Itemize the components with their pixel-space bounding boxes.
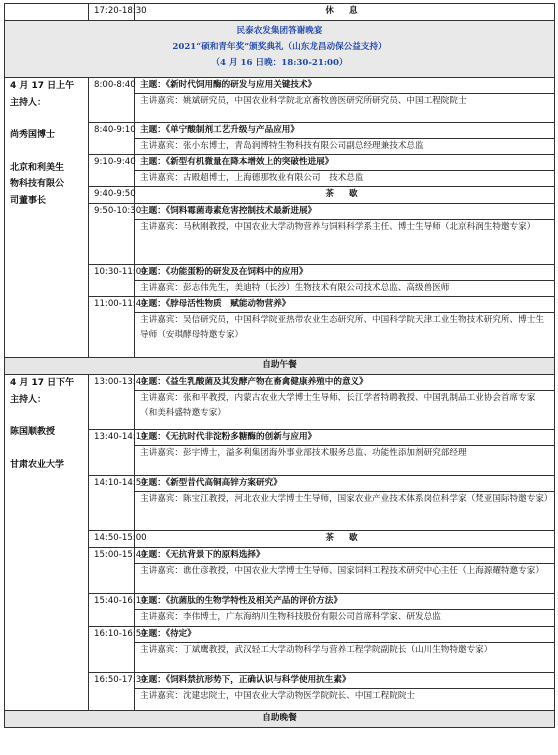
session-topic: 主题：《新型有机微量在降本增效上的突破性进展》	[140, 157, 334, 167]
session-detail	[135, 673, 555, 711]
afternoon-date: 4 月 17 日下午	[10, 378, 75, 388]
empty-cell	[5, 4, 89, 21]
session-topic: 主题：《新型昔代高铜高锌方案研究》	[140, 478, 282, 488]
banner-time: （4 月 16 日晚：18:30-21:00）	[211, 58, 348, 68]
session-speaker: 主讲嘉宾：李伟博士，广东海纳川生物科技股份有限公司首席科学家、研发总监	[135, 609, 554, 625]
session-time: 9:50-10:30	[89, 204, 135, 265]
session-topic: 主题：《饲料霉菌毒素危害控制技术最新进展》	[140, 206, 317, 216]
session-speaker: 主讲嘉宾：吴信研究员，中国科学院亚热带农业生态研究所、中国科学院天津工业生物技术研究所、博士生导师（安琪酵母特邀专家）	[135, 312, 554, 343]
session-detail	[135, 204, 555, 265]
lunch-row	[5, 358, 555, 375]
session-topic: 主题：《饲料禁抗形势下，正确认识与科学使用抗生素》	[140, 675, 351, 685]
morning-host-name: 尚秀国博士	[10, 130, 56, 140]
session-topic: 主题：《新时代饲用酶的研发与应用关键技术》	[140, 80, 317, 90]
session-time: 15:40-16:10	[89, 594, 135, 627]
dinner-row	[5, 711, 555, 728]
afternoon-host-label: 主持人：	[10, 394, 47, 405]
rest-time: 17:20-18:30	[89, 4, 135, 21]
session-speaker: 主讲嘉宾：沈建忠院士，中国农业大学动物医学院院长、中国工程院院士	[135, 688, 554, 704]
session-speaker: 主讲嘉宾：姚斌研究员，中国农业科学院北京畜牧兽医研究所研究员、中国工程院院士	[135, 93, 554, 109]
morning-host-label: 主持人：	[10, 97, 47, 108]
morning-host-org-2: 物科技有限公	[10, 179, 65, 189]
session-time: 9:10-9:40	[89, 155, 135, 187]
session-speaker: 主讲嘉宾：谯仕彦教授，中国农业大学博士生导师、国家饲料工程技术研究中心主任（上海源耀特邀专家）	[135, 563, 554, 579]
session-topic: 主题：《脖母活性物质 赋能动物营养》	[140, 299, 291, 309]
session-row	[5, 78, 555, 123]
session-speaker: 主讲嘉宾：张和平教授，内蒙古农业大学博士生导师、长江学者特聘教授、中国乳制品工业协会首席专家（和美科盛特邀专家）	[135, 390, 554, 421]
session-detail	[135, 155, 555, 187]
session-speaker: 主讲嘉宾：彭志伟先生，美迪特（长沙）生物技术有限公司技术总监、高级兽医师	[135, 280, 554, 296]
session-time: 8:00-8:40	[89, 78, 135, 123]
session-time: 13:00-13:40	[89, 375, 135, 430]
dinner-banner	[5, 21, 555, 78]
rest-row	[5, 4, 555, 21]
session-speaker: 主讲嘉宾：马秋刚教授，中国农业大学动物营养与饲料科学系主任、博士生导师（北京科润生特邀专家）	[135, 219, 554, 235]
session-time: 16:50-17:30	[89, 673, 135, 711]
lunch-row-label: 自助午餐	[5, 358, 555, 375]
tea-break-label: 茶 歇	[135, 187, 555, 204]
tea-break-label: 茶 歇	[135, 531, 555, 548]
host-cell	[5, 78, 89, 358]
session-time: 15:00-15:40	[89, 548, 135, 594]
session-speaker: 主讲嘉宾：丁斌鹰教授，武汉轻工大学动物科学与营养工程学院副院长（山川生物特邀专家）	[135, 642, 554, 658]
session-topic: 主题：《功能蛋粉的研发及在饲料中的应用》	[140, 267, 308, 277]
session-time: 14:10-14:50	[89, 476, 135, 531]
rest-label: 休 息	[135, 4, 555, 21]
banner-award: 2021“硕和青年奖”颁奖典礼（山东龙昌动保公益支持）	[172, 42, 387, 52]
morning-host-org: 北京和利美生	[10, 162, 65, 173]
session-detail	[135, 297, 555, 358]
session-row	[5, 375, 555, 430]
session-topic: 主题：《益生乳酸菌及其发酵产物在畜禽健康养殖中的意义》	[140, 377, 368, 387]
session-topic: 主题：《单宁酸制剂工艺升级与产品应用》	[140, 125, 299, 135]
schedule-table	[4, 3, 555, 728]
session-topic: 主题：《待定》	[140, 629, 196, 639]
session-speaker: 主讲嘉宾：陈宝江教授，河北农业大学博士生导师，国家农业产业技术体系岗位科学家（梵亚国际特邀专家）	[135, 491, 554, 507]
session-detail	[135, 265, 555, 297]
session-topic: 主题：《无抗时代非淀粉多糖酶的创新与应用》	[140, 432, 317, 442]
banner-title: 民泰农发集团答谢晚宴	[236, 26, 323, 36]
afternoon-host-name: 陈国顺教授	[10, 427, 56, 437]
session-speaker: 主讲嘉宾：彭宇博士，溢多利集团海外事业部技术服务总监、功能性添加剂研究部经理	[135, 445, 554, 461]
session-time: 9:40-9:50	[89, 187, 135, 204]
session-time: 14:50-15:00	[89, 531, 135, 548]
session-speaker: 主讲嘉宾：古殿超博士，上海德那牧业有限公司 技术总监	[135, 170, 554, 186]
session-topic: 主题：《抗菌肽的生物学特性及相关产品的评价方法》	[140, 596, 342, 606]
morning-host-org-3: 司董事长	[10, 195, 47, 206]
host-cell	[5, 375, 89, 711]
session-time: 10:30-11:00	[89, 265, 135, 297]
session-detail	[135, 548, 555, 594]
morning-date: 4 月 17 日上午	[10, 81, 75, 91]
session-detail	[135, 430, 555, 476]
session-detail	[135, 123, 555, 155]
session-time: 16:10-16:50	[89, 627, 135, 673]
session-detail	[135, 375, 555, 430]
session-detail	[135, 594, 555, 627]
session-speaker: 主讲嘉宾：张小东博士，青岛润博特生物科技有限公司副总经理兼技术总监	[135, 138, 554, 154]
session-time: 13:40-14:10	[89, 430, 135, 476]
dinner-row-label: 自助晚餐	[5, 711, 555, 728]
session-detail	[135, 78, 555, 123]
session-time: 11:00-11:40	[89, 297, 135, 358]
afternoon-host-org: 甘肃农业大学	[10, 459, 65, 470]
session-time: 8:40-9:10	[89, 123, 135, 155]
session-detail	[135, 476, 555, 531]
session-detail	[135, 627, 555, 673]
session-topic: 主题：《无抗背景下的原料选择》	[140, 550, 265, 560]
